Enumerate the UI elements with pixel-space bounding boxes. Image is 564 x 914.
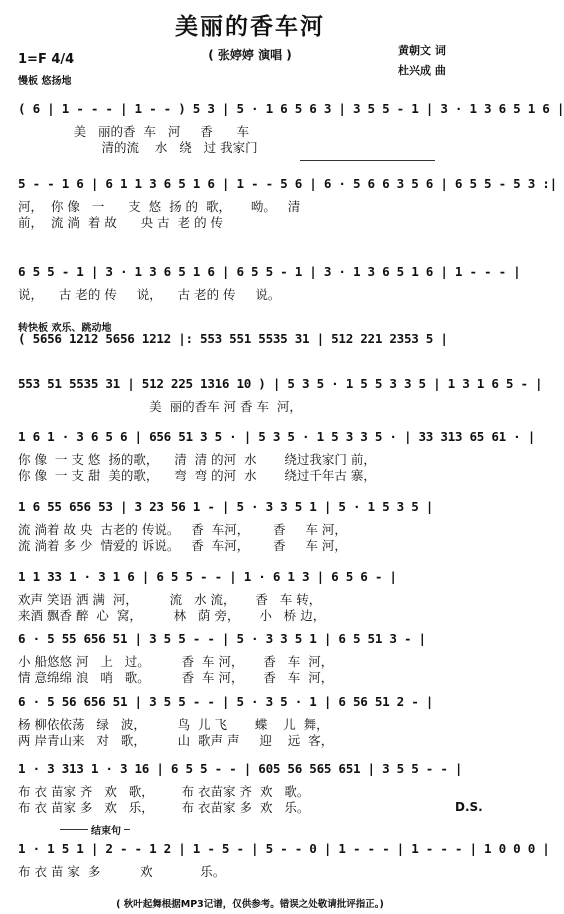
ending-cue: 结束句 — [88, 822, 124, 837]
tempo-marking-fast: 转快板 欢乐、跳动地 — [18, 323, 112, 334]
notation-row: ( 6 | 1 - - - | 1 - - ) 5 3 | 5 · 1 6 5 6 3 | 3 5 5 - 1 | 3 · 1 3 6 5 1 6 | — [18, 101, 564, 116]
notation-row: 1 6 55 656 53 | 3 23 56 1 - | 5 · 3 3 5 1 | 5 · 1 5 3 5 | — [18, 499, 434, 514]
footer-note: ( 秋叶起舞根据MP3记谱，仅供参考。错误之处敬请批评指正。) — [116, 899, 384, 910]
tempo-marking-slow: 慢板 悠扬地 — [18, 76, 72, 87]
lyric-row: 杨 柳依依荡 绿 波， 鸟 儿 飞 蝶 儿 舞， — [18, 717, 329, 732]
notation-row: 1 · 1 5 1 | 2 - - 1 2 | 1 - 5 - | 5 - - 0 | 1 - - - | 1 - - - | 1 0 0 0 | — [18, 841, 550, 856]
lyric-row: 两 岸青山来 对 歌， 山 歌声 声 迎 远 客， — [18, 733, 334, 748]
notation-row: 6 · 5 55 656 51 | 3 5 5 - - | 5 · 3 3 5 1 | 6 5 51 3 - | — [18, 631, 426, 646]
notation-row: ( 5656 1212 5656 1212 |: 553 551 5535 31 | 512 221 2353 5 | — [18, 331, 448, 346]
lyric-row: 前， 流 淌 着 故 央 古 老 的 传 — [18, 215, 224, 230]
lyric-row: 情 意绵绵 浪 哨 歌。 香 车 河， 香 车 河， — [18, 670, 334, 685]
score-line — [18, 693, 482, 749]
volta-bracket — [300, 160, 435, 169]
notation-row: 6 · 5 56 656 51 | 3 5 5 - - | 5 · 3 5 · 1 | 6 56 51 2 - | — [18, 694, 434, 709]
lyric-row: 流 淌着 故 央 古老的 传说。 香 车河， 香 车 河， — [18, 522, 347, 537]
lyric-row: 来酒 飘香 醉 心 窝， 林 荫 旁， 小 桥 边， — [18, 608, 326, 623]
lyric-row: 河， 你 像 一 支 悠 扬 的 歌， 呦。 清 — [18, 199, 301, 214]
score-line — [18, 760, 482, 816]
lyric-row: 布 衣 苗家 多 欢 乐， 布 衣苗家 多 欢 乐。 — [18, 800, 310, 815]
score-line — [18, 568, 482, 624]
key-signature: 1=F 4/4 — [18, 52, 75, 67]
notation-row: 1 1 33 1 · 3 1 6 | 6 5 5 - - | 1 · 6 1 3 | 6 5 6 - | — [18, 569, 397, 584]
lyricist-credit: 黄朝文 词 — [398, 44, 446, 57]
lyric-row: 流 淌着 多 少 情爱的 诉说。 香 车河， 香 车 河， — [18, 538, 347, 553]
lyric-row: 说， 古 老的 传 说， 古 老的 传 说。 — [18, 287, 281, 302]
lyric-row: 美 丽的香 车 河 香 车 — [18, 124, 250, 139]
lyric-row: 布 衣 苗 家 多 欢 乐。 — [18, 864, 226, 879]
ds-marking: D.S. — [455, 800, 483, 814]
lyric-row: 美 丽的香车 河 香 车 河， — [18, 399, 302, 414]
lyric-row: 你 像 一 支 悠 扬的歌， 清 清 的河 水 绕过我家门 前， — [18, 452, 376, 467]
score-line — [18, 375, 543, 415]
lyric-row: 欢声 笑语 洒 满 河， 流 水 流， 香 车 转， — [18, 592, 322, 607]
score-line — [18, 630, 482, 686]
score-line — [18, 840, 550, 880]
score-line — [18, 175, 557, 231]
lyric-row: 小 船悠悠 河 上 过。 香 车 河， 香 车 河， — [18, 654, 334, 669]
lyric-row: 布 衣 苗家 齐 欢 歌， 布 衣苗家 齐 欢 歌。 — [18, 784, 310, 799]
notation-row: 5 - - 1 6 | 6 1 1 3 6 5 1 6 | 1 - - 5 6 | 6 · 5 6 6 3 5 6 | 6 5 5 - 5 3 :| — [18, 176, 557, 191]
score-line — [18, 428, 536, 484]
lyric-row: 你 像 一 支 甜 美的歌， 弯 弯 的河 水 绕过千年古 寨， — [18, 468, 376, 483]
notation-row: 553 51 5535 31 | 512 225 1316 10 ) | 5 3 5 · 1 5 5 3 3 5 | 1 3 1 6 5 - | — [18, 376, 543, 391]
score-line — [18, 263, 521, 303]
song-title: 美丽的香车河 — [175, 14, 325, 40]
notation-row: 1 6 1 · 3 6 5 6 | 656 51 3 5 · | 5 3 5 · 1 5 3 3 5 · | 33 313 65 61 · | — [18, 429, 536, 444]
lyric-row: 清的流 水 绕 过 我家门 — [18, 140, 258, 155]
song-subtitle: ( 张婷婷 演唱 ) — [208, 48, 292, 62]
score-line — [18, 100, 564, 156]
notation-row: 6 5 5 - 1 | 3 · 1 3 6 5 1 6 | 6 5 5 - 1 | 3 · 1 3 6 5 1 6 | 1 - - - | — [18, 264, 521, 279]
notation-row: 1 · 3 313 1 · 3 16 | 6 5 5 - - | 605 56 565 651 | 3 5 5 - - | — [18, 761, 463, 776]
composer-credit: 杜兴成 曲 — [398, 64, 446, 77]
score-line — [18, 498, 482, 554]
